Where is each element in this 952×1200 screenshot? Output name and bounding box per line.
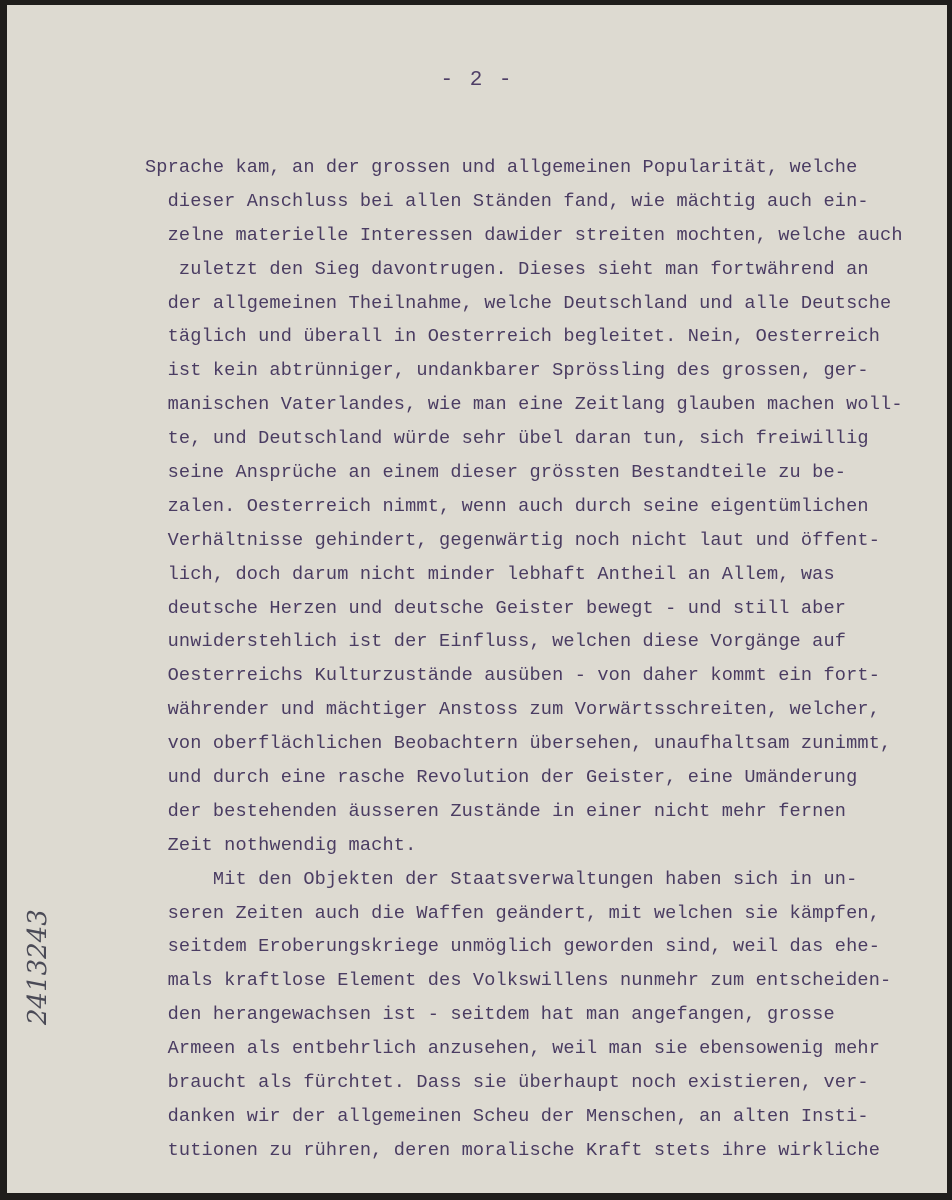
text-line: täglich und überall in Oesterreich begleitet. Nein, Oesterreich: [145, 326, 881, 348]
text-line: zuletzt den Sieg davontrugen. Dieses sieht man fortwährend an: [145, 258, 869, 280]
text-line: Zeit nothwendig macht.: [145, 834, 417, 856]
text-line: den herangewachsen ist - seitdem hat man angefangen, grosse: [145, 1004, 835, 1026]
text-line: braucht als fürchtet. Dass sie überhaupt noch existieren, ver-: [145, 1072, 869, 1094]
text-line: und durch eine rasche Revolution der Geister, eine Umänderung: [145, 767, 858, 789]
text-line: Sprache kam, an der grossen und allgemeinen Popularität, welche: [145, 157, 858, 178]
text-line: unwiderstehlich ist der Einfluss, welchen diese Vorgänge auf: [145, 631, 847, 653]
margin-note: 2413243: [23, 909, 53, 1025]
text-line: tutionen zu rühren, deren moralische Kraft stets ihre wirkliche: [145, 1139, 881, 1161]
document-page: [7, 5, 947, 1193]
text-line: seren Zeiten auch die Waffen geändert, mit welchen sie kämpfen,: [145, 902, 881, 924]
body-text: [145, 151, 903, 1168]
text-line: lich, doch darum nicht minder lebhaft Antheil an Allem, was: [145, 563, 835, 585]
text-line: dieser Anschluss bei allen Ständen fand, wie mächtig auch ein-: [145, 190, 869, 212]
text-line: Oesterreichs Kulturzustände ausüben - von daher kommt ein fort-: [145, 665, 881, 687]
text-line: seine Ansprüche an einem dieser grössten Bestandteile zu be-: [145, 462, 847, 484]
text-line: seitdem Eroberungskriege unmöglich geworden sind, weil das ehe-: [145, 936, 881, 958]
text-line: te, und Deutschland würde sehr übel daran tun, sich freiwillig: [145, 428, 869, 450]
text-line: der bestehenden äusseren Zustände in einer nicht mehr fernen: [145, 800, 847, 822]
text-line: manischen Vaterlandes, wie man eine Zeitlang glauben machen woll-: [145, 394, 903, 416]
text-line: der allgemeinen Theilnahme, welche Deutschland und alle Deutsche: [145, 292, 892, 314]
text-line: Mit den Objekten der Staatsverwaltungen haben sich in un-: [145, 868, 858, 890]
page-number: - 2 -: [440, 69, 514, 92]
text-line: währender und mächtiger Anstoss zum Vorwärtsschreiten, welcher,: [145, 699, 881, 721]
text-line: Armeen als entbehrlich anzusehen, weil man sie ebensowenig mehr: [145, 1038, 881, 1060]
text-line: mals kraftlose Element des Volkswillens nunmehr zum entscheiden-: [145, 970, 892, 992]
text-line: danken wir der allgemeinen Scheu der Menschen, an alten Insti-: [145, 1105, 869, 1127]
text-line: zelne materielle Interessen dawider streiten mochten, welche auch: [145, 224, 903, 246]
text-line: Verhältnisse gehindert, gegenwärtig noch nicht laut und öffent-: [145, 529, 881, 551]
text-line: ist kein abtrünniger, undankbarer Sprössling des grossen, ger-: [145, 360, 869, 382]
text-line: deutsche Herzen und deutsche Geister bewegt - und still aber: [145, 597, 847, 619]
text-line: zalen. Oesterreich nimmt, wenn auch durch seine eigentümlichen: [145, 495, 869, 517]
text-line: von oberflächlichen Beobachtern übersehen, unaufhaltsam zunimmt,: [145, 733, 892, 755]
